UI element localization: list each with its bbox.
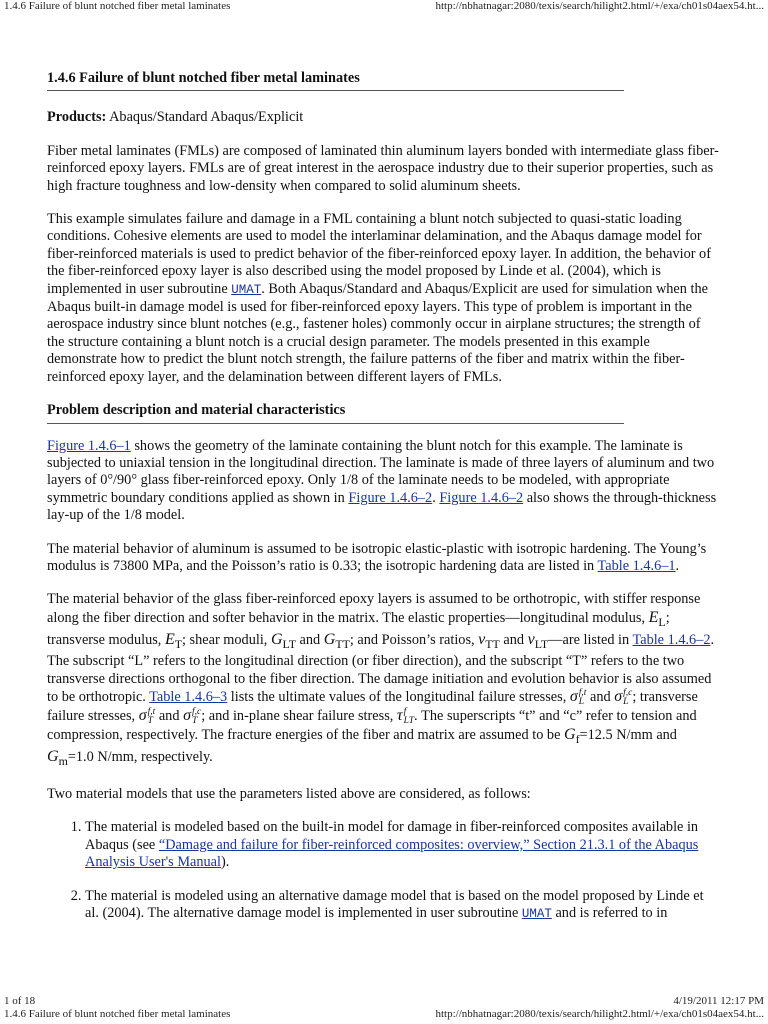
supsub bbox=[148, 708, 156, 726]
text: and bbox=[499, 632, 528, 649]
subscript: T bbox=[191, 715, 198, 726]
text: and bbox=[295, 632, 324, 649]
subscript: m bbox=[58, 753, 68, 768]
text: lists the ultimate values of the longitudinal failure stresses, bbox=[227, 689, 570, 706]
subscript: L bbox=[623, 696, 629, 707]
subscript: T bbox=[174, 636, 182, 651]
header-url: http://nbhatnagar:2080/texis/search/hilight2.html/+/exa/ch01s04aex54.ht... bbox=[435, 1008, 764, 1020]
models-list bbox=[47, 819, 720, 923]
section-heading: Problem description and material characteristics bbox=[47, 402, 624, 423]
symbol-sigma: σ bbox=[569, 688, 578, 706]
text: —are listed in bbox=[548, 632, 633, 649]
symbol-G: G bbox=[323, 631, 336, 649]
header-url: http://nbhatnagar:2080/texis/search/hilight2.html/+/exa/ch01s04aex54.ht... bbox=[435, 0, 764, 12]
symbol-G: G bbox=[564, 725, 576, 743]
print-footer bbox=[4, 995, 764, 1007]
supsub bbox=[579, 689, 587, 707]
text: ; shear moduli, bbox=[182, 632, 271, 649]
superscript: f bbox=[403, 706, 407, 717]
text: also shows the through-thickness lay-up of the 1/8 model. bbox=[47, 489, 717, 524]
document-body bbox=[47, 70, 720, 940]
figure-link-2b[interactable]: Figure 1.4.6–2 bbox=[439, 489, 524, 506]
superscript: f,t bbox=[147, 706, 156, 717]
figure-link-1[interactable]: Figure 1.4.6–1 bbox=[47, 437, 131, 454]
subscript: LT bbox=[282, 636, 296, 651]
list-item bbox=[85, 819, 720, 871]
products-label: Products: bbox=[47, 109, 107, 126]
text: . bbox=[675, 557, 680, 574]
text: The material is modeled using an alternative damage model that is based on the model proposed by Linde et al. (2004). The alternative damage model is implemented in user subroutine bbox=[85, 887, 704, 922]
symbol-sigma: σ bbox=[614, 688, 623, 706]
umat-link[interactable]: UMAT bbox=[231, 282, 262, 297]
next-page-header bbox=[4, 1008, 764, 1020]
figure-link-2[interactable]: Figure 1.4.6–2 bbox=[348, 489, 433, 506]
text: . Both Abaqus/Standard and Abaqus/Explicit are used for simulation when the Abaqus built-in damage model is used for fiber-reinforced epoxy layers. This type of problem is important in the aerospace industry since blunt notches (e.g., fastener holes) commonly occur in airplane structures; the strength of the structure containing a blunt notch is a crucial design parameter. The models presented in this example demonstrate how to predict the blunt notch strength, the failure patterns of the fiber and matrix within the fiber-reinforced epoxy layer, and the delamination between different layers of FMLs. bbox=[47, 280, 708, 385]
table-link-2[interactable]: Table 1.4.6–2 bbox=[632, 632, 711, 649]
symbol-sigma: σ bbox=[183, 706, 191, 724]
superscript: f,c bbox=[191, 706, 202, 717]
subscript: L bbox=[578, 696, 585, 707]
intro-paragraph: Fiber metal laminates (FMLs) are composed of laminated thin aluminum layers bonded with intermediate glass fiber-reinforced epoxy layers. FMLs are of great interest in the aerospace industry due to their superior properties, such as high fracture toughness and low-density when compared to solid aluminum sheets. bbox=[47, 142, 719, 194]
supsub bbox=[404, 708, 414, 726]
subscript: L bbox=[658, 614, 666, 629]
text: ; and Poisson’s ratios, bbox=[349, 632, 479, 649]
symbol-E: E bbox=[648, 608, 659, 626]
symbol-nu: ν bbox=[527, 631, 535, 649]
supsub bbox=[192, 708, 201, 726]
text: This example simulates failure and damage in a FML containing a blunt notch subjected to quasi-static loading conditions. Cohesive elements are used to model the interlaminar delamination, and the Abaqus damage model for fiber-reinforced materials is used to predict behavior of the fiber-reinforced epoxy layer. In addition, the behavior of the fiber-reinforced epoxy layer is also described using the model proposed by Linde et al. (2004), which is implemented in user subroutine bbox=[47, 211, 711, 297]
subscript: T bbox=[147, 715, 153, 726]
print-date: 4/19/2011 12:17 PM bbox=[673, 995, 764, 1007]
geometry-paragraph bbox=[47, 438, 720, 525]
symbol-tau: τ bbox=[396, 706, 403, 724]
page-title: 1.4.6 Failure of blunt notched fiber metal laminates bbox=[47, 70, 624, 91]
symbol-sigma: σ bbox=[138, 706, 147, 724]
text: . bbox=[432, 489, 440, 506]
symbol-G: G bbox=[47, 747, 59, 765]
text: . The subscript “L” refers to the longitudinal direction (or fiber direction), and the subscript “T” refers to the two transverse directions orthogonal to the fiber direction. The damage initiation and evolution behavior is also assumed to be orthotropic. bbox=[47, 632, 715, 706]
products-value: Abaqus/Standard Abaqus/Explicit bbox=[106, 109, 304, 126]
aluminum-paragraph bbox=[47, 541, 720, 576]
table-link-1[interactable]: Table 1.4.6–1 bbox=[597, 557, 676, 574]
header-title: 1.4.6 Failure of blunt notched fiber metal laminates bbox=[4, 1008, 231, 1020]
subscript: f bbox=[575, 731, 580, 746]
text: ; transverse failure stresses, bbox=[47, 689, 698, 724]
symbol-E: E bbox=[164, 631, 175, 649]
header-title: 1.4.6 Failure of blunt notched fiber metal laminates bbox=[4, 0, 231, 12]
models-intro-paragraph: Two material models that use the parameters listed above are considered, as follows: bbox=[47, 786, 531, 803]
superscript: f,c bbox=[623, 687, 633, 698]
manual-link[interactable]: “Damage and failure for fiber-reinforced composites: overview,” Section 21.3.1 of the Abaqus Analysis User's Manual bbox=[85, 836, 699, 871]
text: and bbox=[155, 707, 184, 724]
text: The material behavior of aluminum is assumed to be isotropic elastic-plastic with isotropic hardening. The Young’s modulus is 73800 MPa, and the Poisson’s ratio is 0.33; the isotropic hardening data are listed in bbox=[47, 540, 707, 574]
list-item bbox=[85, 888, 720, 924]
umat-link[interactable]: UMAT bbox=[521, 907, 552, 922]
symbol-G: G bbox=[270, 631, 283, 649]
text: shows the geometry of the laminate containing the blunt notch for this example. The laminate is subjected to uniaxial tension in the longitudinal direction. The laminate is made of three layers of aluminum and two layers of 0°/90° glass fiber-reinforced epoxy. Only 1/8 of the laminate needs to be modeled, with appropriate symmetric boundary conditions applied as shown in bbox=[47, 437, 715, 506]
text: and bbox=[586, 689, 615, 706]
symbol-nu: ν bbox=[478, 631, 486, 649]
page-number: 1 of 18 bbox=[4, 995, 36, 1007]
subscript: TT bbox=[335, 636, 350, 651]
superscript: f,t bbox=[578, 687, 587, 698]
supsub bbox=[623, 689, 632, 707]
text: and is referred to in bbox=[551, 905, 668, 922]
browser-header bbox=[4, 0, 764, 12]
text: ). bbox=[221, 854, 230, 871]
text: ; transverse modulus, bbox=[47, 609, 670, 649]
subscript: LT bbox=[403, 715, 415, 726]
products-line bbox=[47, 109, 720, 126]
text: =1.0 N/mm, respectively. bbox=[67, 748, 213, 765]
subscript: TT bbox=[485, 636, 500, 651]
text: . The superscripts “t” and “c” refer to tension and compression, respectively. The fracture energies of the fiber and matrix are assumed to be bbox=[47, 707, 697, 743]
text: =12.5 N/mm and bbox=[579, 726, 677, 743]
epoxy-paragraph bbox=[47, 591, 720, 770]
text: The material behavior of the glass fiber-reinforced epoxy layers is assumed to be orthotropic, with stiffer response along the fiber direction and softer behavior in the matrix. The elastic properties—longitudinal modulus, bbox=[47, 591, 701, 626]
subscript: LT bbox=[534, 636, 549, 651]
table-link-3[interactable]: Table 1.4.6–3 bbox=[149, 689, 228, 706]
simulation-paragraph bbox=[47, 211, 720, 386]
text: ; and in-plane shear failure stress, bbox=[201, 707, 397, 724]
text: The material is modeled based on the built-in model for damage in fiber-reinforced composites available in Abaqus (see bbox=[85, 819, 699, 853]
